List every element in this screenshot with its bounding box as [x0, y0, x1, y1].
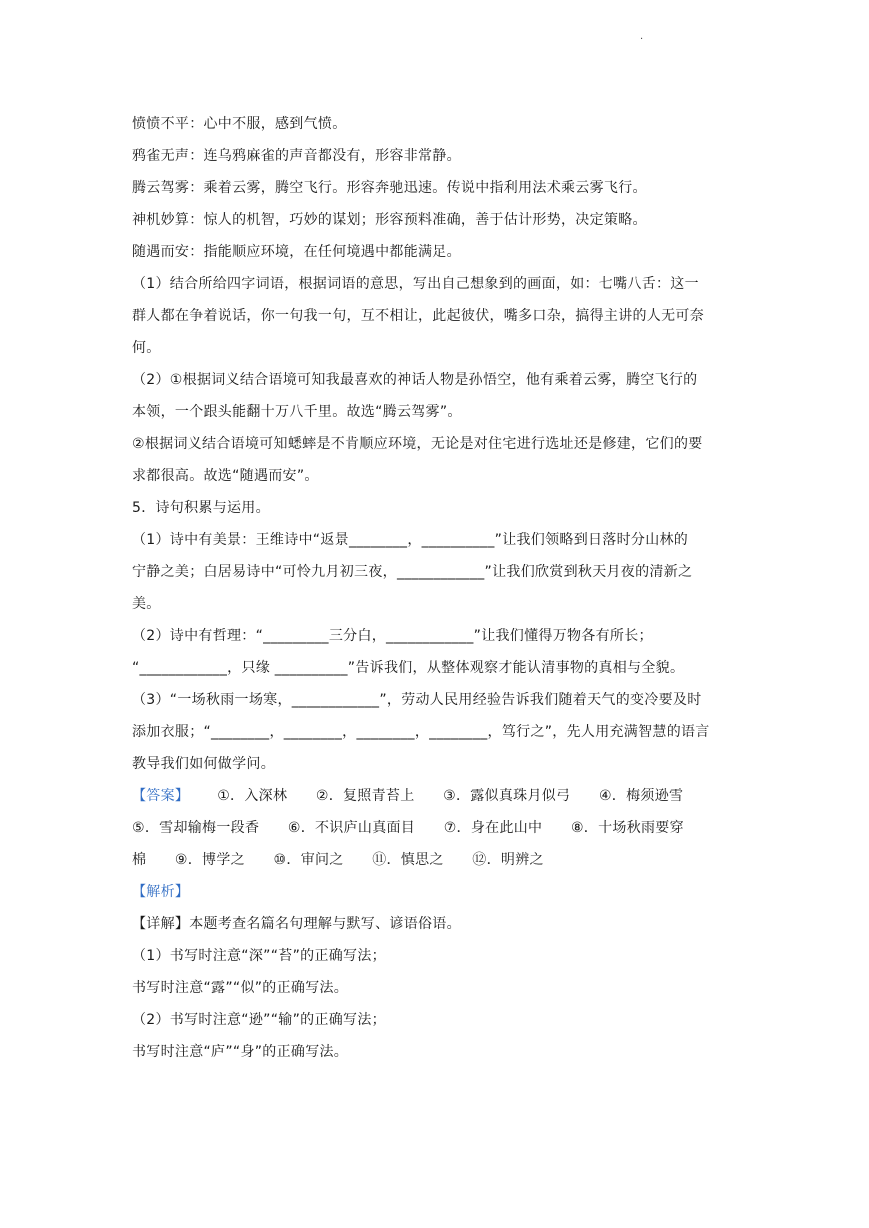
- detail-line: （2）书写时注意“逊”“输”的正确写法；: [132, 1012, 386, 1028]
- text-line: 群人都在争着说话，你一句我一句，互不相让，此起彼伏，嘴多口杂，搞得主讲的人无可奈: [132, 308, 704, 324]
- text-line: 愤愤不平：心中不服，感到气愤。: [132, 116, 347, 132]
- answer-line: ⑤．雪却输梅一段香 ⑥．不识庐山真面目 ⑦．身在此山中 ⑧．十场秋雨要穿: [132, 820, 684, 836]
- analysis-label: 【解析】: [132, 884, 190, 900]
- text-line: ②根据词义结合语境可知蟋蟀是不肯顺应环境，无论是对住宅进行选址还是修建，它们的要: [132, 436, 703, 452]
- text-line: （1）结合所给四字词语，根据词语的意思，写出自己想象到的画面，如：七嘴八舌：这一: [132, 276, 699, 292]
- header-mark: ·: [640, 34, 644, 45]
- text-line: 求都很高。故选“随遇而安”。: [132, 468, 319, 484]
- text-line: 腾云驾雾：乘着云雾，腾空飞行。形容奔驰迅速。传说中指利用法术乘云雾飞行。: [132, 180, 647, 196]
- answer-label: 【答案】: [132, 788, 190, 804]
- text-line: （2）诗中有哲理：“_________三分白，____________”让我们懂得万物各有所长；: [132, 628, 653, 644]
- text-line: （1）诗中有美景：王维诗中“返景________，__________”让我们领略到日落时分山林的: [132, 532, 689, 548]
- text-line: 随遇而安：指能顺应环境，在任何境遇中都能满足。: [132, 244, 461, 260]
- text-line: 鸦雀无声：连乌鸦麻雀的声音都没有，形容非常静。: [132, 148, 461, 164]
- answer-text: ①．入深林 ②．复照青苔上 ③．露似真珠月似弓 ④．梅须逊雪: [217, 788, 684, 804]
- text-line: 教导我们如何做学问。: [132, 756, 275, 772]
- detail-line: 【详解】本题考查名篇名句理解与默写、谚语俗语。: [132, 916, 461, 932]
- detail-line: 书写时注意“庐”“身”的正确写法。: [132, 1044, 349, 1060]
- question-heading: 5．诗句积累与运用。: [132, 500, 270, 516]
- text-line: 添加衣服；“________，________，________，________，笃行之”，先人用充满智慧的语言: [132, 724, 710, 740]
- answer-line: 棉 ⑨．博学之 ⑩．审问之 ⑪．慎思之 ⑫．明辨之: [132, 852, 544, 868]
- answer-line: [132, 780, 737, 812]
- detail-line: 书写时注意“露”“似”的正确写法。: [132, 980, 349, 996]
- text-line: （3）“一场秋雨一场寒，____________”，劳动人民用经验告诉我们随着天气的变冷要及时: [132, 692, 702, 708]
- text-line: 何。: [132, 340, 161, 356]
- text-line: 宁静之美；白居易诗中“可怜九月初三夜，____________”让我们欣赏到秋天月夜的清新之: [132, 564, 693, 580]
- document-body: [132, 108, 737, 1068]
- detail-line: （1）书写时注意“深”“苔”的正确写法；: [132, 948, 386, 964]
- text-line: 本领，一个跟头能翻十万八千里。故选“腾云驾雾”。: [132, 404, 462, 420]
- text-line: 美。: [132, 596, 161, 612]
- text-line: 神机妙算：惊人的机智，巧妙的谋划；形容预料准确，善于估计形势，决定策略。: [132, 212, 647, 228]
- text-line: “____________，只缘 __________”告诉我们，从整体观察才能认清事物的真相与全貌。: [132, 660, 685, 676]
- text-line: （2）①根据词义结合语境可知我最喜欢的神话人物是孙悟空，他有乘着云雾，腾空飞行的: [132, 372, 698, 388]
